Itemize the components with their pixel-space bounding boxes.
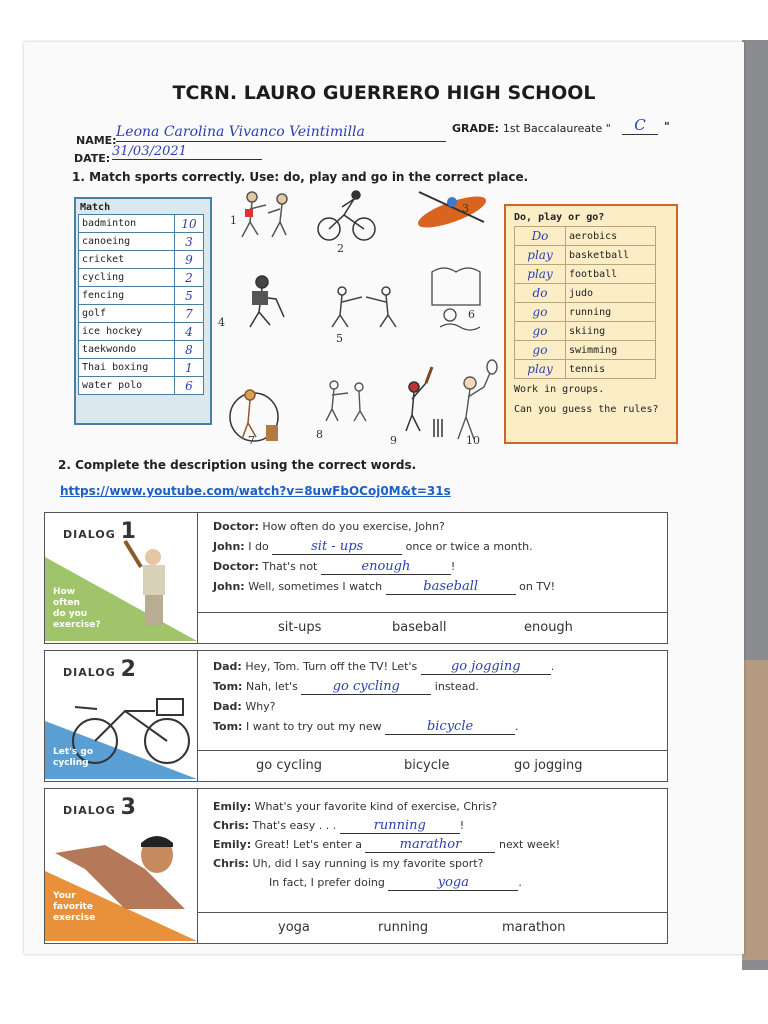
figure-number: 6 — [468, 308, 475, 321]
badminton-illustration — [458, 360, 497, 439]
table-row: canoeing 3 — [79, 233, 204, 251]
fencing-illustration — [332, 287, 396, 327]
grade-value: C — [622, 116, 658, 135]
dpg-heading: Do, play or go? — [514, 212, 605, 223]
table-row: ice hockey 4 — [79, 323, 204, 341]
figure-number: 3 — [462, 202, 469, 215]
dpg-footer-2: Can you guess the rules? — [514, 404, 659, 415]
table-row: Thai boxing 1 — [79, 359, 204, 377]
dpg-table — [514, 226, 656, 379]
figure-number: 7 — [248, 434, 255, 447]
section1-instruction: 1. Match sports correctly. Use: do, play and go in the correct place. — [72, 170, 529, 184]
thai-boxing-illustration — [242, 192, 287, 237]
dialog-1-text — [213, 517, 555, 597]
dialog-line: Tom: Nah, let's go cycling instead. — [213, 679, 479, 694]
dialog-line: Doctor: That's not enough ! — [213, 559, 456, 574]
dialog-3 — [44, 788, 668, 944]
date-value: 31/03/2021 — [112, 144, 262, 160]
grade-close: " — [664, 120, 670, 133]
figure-number: 8 — [316, 428, 323, 441]
word-option: bicycle — [404, 758, 450, 773]
word-option: go cycling — [256, 758, 323, 773]
dialog-2-title: DIALOG 2 — [63, 657, 137, 682]
dialog-line: Chris: Uh, did I say running is my favorite sport? — [213, 857, 484, 870]
word-option: baseball — [392, 620, 447, 635]
dpg-footer-1: Work in groups. — [514, 384, 605, 395]
date-label: DATE: — [74, 152, 111, 165]
table-row: badminton 10 — [79, 215, 204, 233]
dialog-2 — [44, 650, 668, 782]
section2-instruction: 2. Complete the description using the correct words. — [58, 458, 417, 472]
do-play-go-box — [504, 204, 678, 444]
table-row: cycling 2 — [79, 269, 204, 287]
figure-number: 10 — [466, 434, 480, 447]
cricket-illustration — [406, 367, 442, 437]
dialog-3-options — [198, 912, 667, 943]
dialog-1-panel — [45, 513, 198, 643]
table-row: fencing 5 — [79, 287, 204, 305]
dialog-line: John: Well, sometimes I watch baseball on TV! — [213, 579, 556, 594]
name-value: Leona Carolina Vivanco Veintimilla — [116, 124, 446, 142]
dialog-line: Dad: Hey, Tom. Turn off the TV! Let's go jogging . — [213, 659, 555, 674]
table-row: cricket 9 — [79, 251, 204, 269]
name-label: NAME: — [76, 134, 117, 147]
dialog-2-panel — [45, 651, 198, 781]
dialog-2-options — [198, 750, 667, 781]
dialog-line: Emily: Great! Let's enter a marathor next week! — [213, 837, 561, 852]
dialog-line: Tom: I want to try out my new bicycle . — [213, 719, 519, 734]
dialog-line: Doctor: How often do you exercise, John? — [213, 520, 445, 533]
cycling-illustration — [318, 191, 375, 240]
table-row: go running — [515, 303, 656, 322]
dialog-2-text — [213, 657, 554, 737]
dialog-3-text — [213, 797, 560, 892]
table-row: play football — [515, 265, 656, 284]
taekwondo-illustration — [326, 381, 366, 421]
dialog-line: In fact, I prefer doing yoga . — [269, 875, 522, 890]
grade-label-text: GRADE: — [452, 122, 500, 135]
dialog-line: Dad: Why? — [213, 700, 276, 713]
dialog-1-options — [198, 612, 667, 643]
dialog-3-caption: Your favorite exercise — [53, 891, 96, 923]
word-option: go jogging — [514, 758, 583, 773]
dialog-line: John: I do sit - ups once or twice a month. — [213, 539, 533, 554]
figure-number: 2 — [337, 242, 344, 255]
canoeing-illustration — [415, 190, 489, 233]
word-option: yoga — [278, 920, 310, 935]
youtube-link[interactable]: https://www.youtube.com/watch?v=8uwFbOCoj0M&t=31s — [60, 484, 451, 498]
word-option: sit-ups — [278, 620, 322, 635]
table-row: do judo — [515, 284, 656, 303]
table-row: water polo 6 — [79, 377, 204, 395]
dialog-1-caption: How often do you exercise? — [53, 587, 101, 630]
figure-number: 5 — [336, 332, 343, 345]
table-row: go skiing — [515, 322, 656, 341]
dialog-2-caption: Let's go cycling — [53, 747, 94, 768]
figure-number: 4 — [218, 316, 225, 329]
dialog-line: Emily: What's your favorite kind of exercise, Chris? — [213, 800, 498, 813]
table-row: golf 7 — [79, 305, 204, 323]
background-table-edge — [742, 660, 768, 960]
dialog-3-panel — [45, 789, 198, 943]
table-row: play basketball — [515, 246, 656, 265]
school-title: TCRN. LAURO GUERRERO HIGH SCHOOL — [172, 82, 596, 104]
table-row: play tennis — [515, 360, 656, 379]
grade-text: 1st Baccalaureate " — [502, 122, 611, 135]
baseball-player-icon — [145, 549, 161, 565]
ice-hockey-illustration — [250, 276, 284, 327]
dialog-1-title: DIALOG 1 — [63, 519, 137, 544]
table-row: taekwondo 8 — [79, 341, 204, 359]
figure-number: 1 — [230, 214, 237, 227]
match-table-box — [74, 197, 212, 425]
worksheet-page — [24, 42, 744, 954]
word-option: marathon — [502, 920, 566, 935]
grade-label — [452, 122, 611, 135]
figure-number: 9 — [390, 434, 397, 447]
match-heading: Match — [80, 202, 111, 213]
word-option: running — [378, 920, 429, 935]
table-row: Do aerobics — [515, 227, 656, 246]
match-table — [78, 214, 204, 395]
dialog-line: Chris: That's easy . . . running ! — [213, 818, 465, 833]
word-option: enough — [524, 620, 573, 635]
dialog-3-title: DIALOG 3 — [63, 795, 137, 820]
sports-illustrations — [214, 187, 504, 457]
table-row: go swimming — [515, 341, 656, 360]
dialog-1 — [44, 512, 668, 644]
